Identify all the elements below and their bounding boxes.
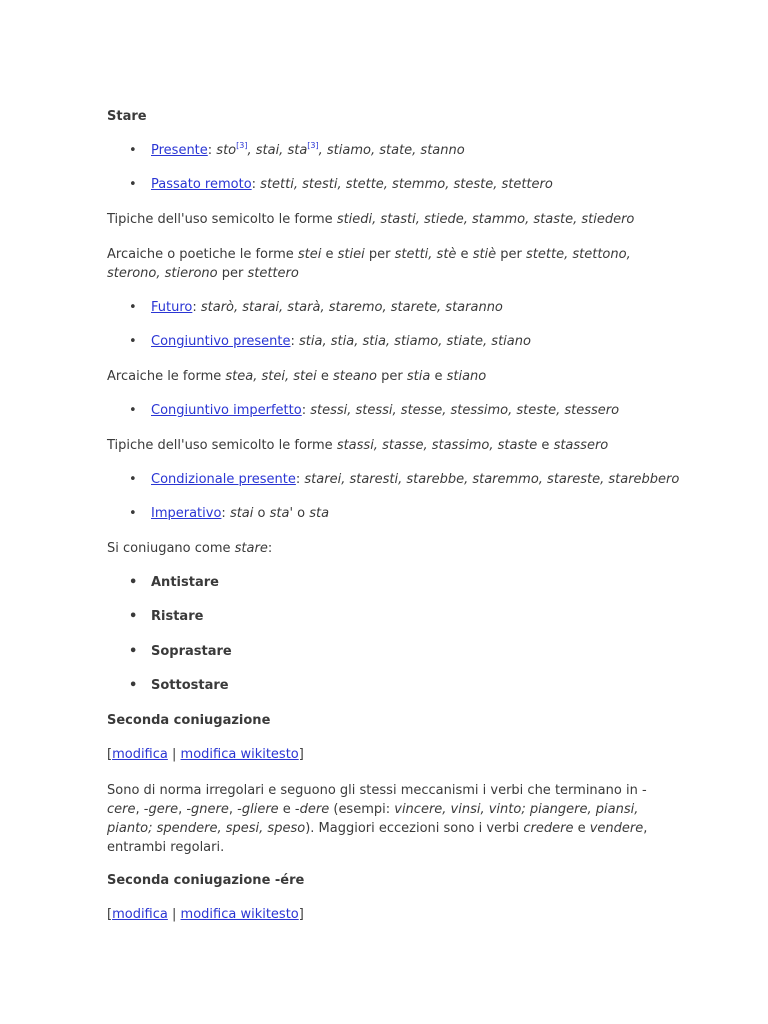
- paragraph-semicolto-1: Tipiche dell'uso semicolto le forme stiedi, stasti, stiede, stammo, staste, stiedero: [107, 212, 635, 227]
- forms-text: , stiamo, state, stanno: [318, 143, 465, 158]
- edit-link-wikitesto[interactable]: modifica wikitesto: [180, 747, 299, 762]
- paragraph-arcaiche-2: Arcaiche le forme stea, stei, stei e steano per stia e stiano: [107, 369, 487, 384]
- section-heading-seconda: Seconda coniugazione: [107, 713, 271, 728]
- edit-link-modifica[interactable]: modifica: [112, 907, 168, 922]
- list-item-condizionale-presente: • Condizionale presente: starei, staresti, starebbe, staremmo, stareste, starebbero: [129, 472, 680, 487]
- bullet-icon: •: [129, 506, 137, 521]
- link-futuro[interactable]: Futuro: [151, 300, 193, 315]
- section-heading-stare: Stare: [107, 109, 147, 124]
- edit-link-modifica[interactable]: modifica: [112, 747, 168, 762]
- list-item-compound: • Sottostare: [129, 678, 229, 693]
- bullet-icon: •: [129, 678, 138, 693]
- bullet-icon: •: [129, 143, 137, 158]
- forms-text: starò, starai, starà, staremo, starete, staranno: [200, 300, 503, 315]
- link-passato-remoto[interactable]: Passato remoto: [151, 177, 252, 192]
- paragraph-semicolto-2: Tipiche dell'uso semicolto le forme stassi, stasse, stassimo, staste e stassero: [107, 438, 609, 453]
- forms-text: stetti, stesti, stette, stemmo, steste, stettero: [260, 177, 553, 192]
- bullet-icon: •: [129, 300, 137, 315]
- link-congiuntivo-imperfetto[interactable]: Congiuntivo imperfetto: [151, 403, 302, 418]
- list-item-compound: • Soprastare: [129, 644, 232, 659]
- forms-text: stessi, stessi, stesse, stessimo, steste, stessero: [310, 403, 620, 418]
- edit-links: [modifica | modifica wikitesto]: [107, 907, 304, 922]
- paragraph-seconda: Sono di norma irregolari e seguono gli stessi meccanismi i verbi che terminano in -cere, -gere, -gnere, -gliere e -dere (esempi: vincere, vinsi, vinto; piangere, piansi, pianto; spendere, spesi, speso). Maggiori eccezioni sono i verbi credere e vendere, entrambi regolari.: [107, 783, 648, 855]
- reference-note[interactable]: [3]: [236, 141, 248, 150]
- bullet-icon: •: [129, 334, 137, 349]
- paragraph-arcaiche-1: Arcaiche o poetiche le forme stei e stiei per stetti, stè e stiè per stette, stettono, sterono, stierono per stettero: [107, 247, 631, 281]
- forms-text: stia, stia, stia, stiamo, stiate, stiano: [299, 334, 531, 349]
- edit-links: [modifica | modifica wikitesto]: [107, 747, 304, 762]
- list-item-futuro: • Futuro: starò, starai, starà, staremo, starete, staranno: [129, 300, 503, 315]
- list-item-passato-remoto: • Passato remoto: stetti, stesti, stette, stemmo, steste, stettero: [129, 177, 553, 192]
- bullet-icon: •: [129, 403, 137, 418]
- bullet-icon: •: [129, 177, 137, 192]
- list-item-congiuntivo-presente: • Congiuntivo presente: stia, stia, stia, stiamo, stiate, stiano: [129, 334, 531, 349]
- forms-text: starei, staresti, starebbe, staremmo, stareste, starebbero: [304, 472, 680, 487]
- bullet-icon: •: [129, 644, 138, 659]
- list-item-imperativo: • Imperativo: stai o sta' o sta: [129, 506, 330, 521]
- reference-note[interactable]: [3]: [307, 141, 319, 150]
- list-item-compound: • Antistare: [129, 575, 219, 590]
- link-condizionale-presente[interactable]: Condizionale presente: [151, 472, 296, 487]
- list-item-compound: • Ristare: [129, 609, 204, 624]
- list-item-presente: • Presente: sto[3], stai, sta[3], stiamo, state, stanno: [129, 141, 465, 158]
- bullet-icon: •: [129, 609, 138, 624]
- list-item-congiuntivo-imperfetto: • Congiuntivo imperfetto: stessi, stessi, stesse, stessimo, steste, stessero: [129, 403, 620, 418]
- link-congiuntivo-presente[interactable]: Congiuntivo presente: [151, 334, 291, 349]
- paragraph-coniugano: Si coniugano come stare:: [107, 541, 273, 556]
- forms-text: , stai, sta: [247, 143, 308, 158]
- link-presente[interactable]: Presente: [151, 143, 208, 158]
- bullet-icon: •: [129, 472, 137, 487]
- link-imperativo[interactable]: Imperativo: [151, 506, 222, 521]
- forms-text: sto: [216, 143, 237, 158]
- section-heading-seconda-ere: Seconda coniugazione -ére: [107, 873, 305, 888]
- bullet-icon: •: [129, 575, 138, 590]
- edit-link-wikitesto[interactable]: modifica wikitesto: [180, 907, 299, 922]
